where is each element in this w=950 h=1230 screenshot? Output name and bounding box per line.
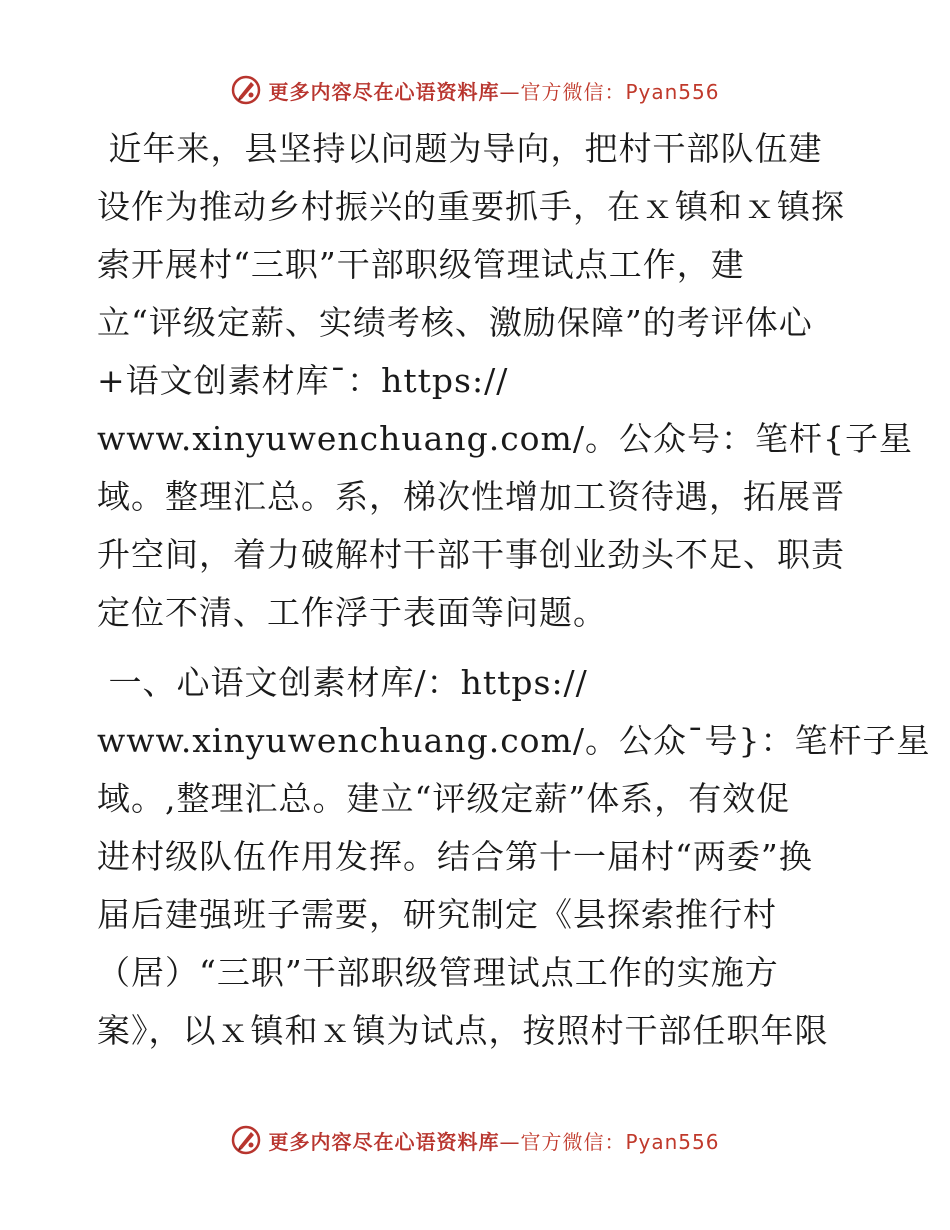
paragraph-line: +语文创素材库¯：https://: [97, 361, 509, 400]
paragraph-line: 定位不清、工作浮于表面等问题。: [97, 593, 607, 632]
paragraph-line: 升空间，着力破解村干部干事创业劲头不足、职责: [97, 535, 845, 574]
header-watermark-banner: [0, 70, 950, 110]
paragraph-line: 立“评级定薪、实绩考核、激励保障”的考评体心: [97, 303, 813, 342]
paragraph-line: 索开展村“三职”干部职级管理试点工作，建: [97, 245, 745, 284]
paragraph-line: 域。整理汇总。系，梯次性增加工资待遇，拓展晋: [97, 477, 845, 516]
paragraph-line: 近年来，县坚持以问题为导向，把村干部队伍建: [97, 129, 823, 168]
footer-brand-text: 更多内容尽在心语资料库: [268, 1129, 500, 1154]
footer-separator: —: [499, 1129, 521, 1154]
pen-logo-icon: [230, 1124, 262, 1156]
paragraph-line: 一、心语文创素材库/：https://: [97, 663, 588, 702]
header-separator: —: [499, 79, 521, 104]
paragraph-1: [97, 120, 913, 642]
paragraph-spacer: [97, 642, 857, 654]
paragraph-line: www.xinyuwenchuang.com/。公众号：笔杆{子星: [97, 419, 913, 458]
footer-watermark-banner: [0, 1120, 950, 1160]
paragraph-line: 设作为推动乡村振兴的重要抓手，在ｘ镇和ｘ镇探: [97, 187, 845, 226]
pen-logo-icon: [230, 74, 262, 106]
paragraph-line: （居）“三职”干部职级管理试点工作的实施方: [97, 953, 779, 992]
paragraph-line: www.xinyuwenchuang.com/。公众¯号}：笔杆子星: [97, 721, 931, 760]
paragraph-line: 进村级队伍作用发挥。结合第十一届村“两委”换: [97, 837, 813, 876]
document-body: [97, 120, 931, 1060]
header-brand-text: 更多内容尽在心语资料库: [268, 79, 500, 104]
paragraph-line: 案》，以ｘ镇和ｘ镇为试点，按照村干部任职年限: [97, 1011, 829, 1050]
header-banner-text: [268, 76, 719, 105]
footer-contact-text: 官方微信：Pyan556: [520, 1129, 720, 1154]
header-contact-text: 官方微信：Pyan556: [520, 79, 720, 104]
footer-banner-text: [268, 1126, 719, 1155]
paragraph-line: 域。,整理汇总。建立“评级定薪”体系，有效促: [97, 779, 791, 818]
paragraph-line: 届后建强班子需要，研究制定《县探索推行村: [97, 895, 777, 934]
paragraph-2: [97, 654, 931, 1060]
